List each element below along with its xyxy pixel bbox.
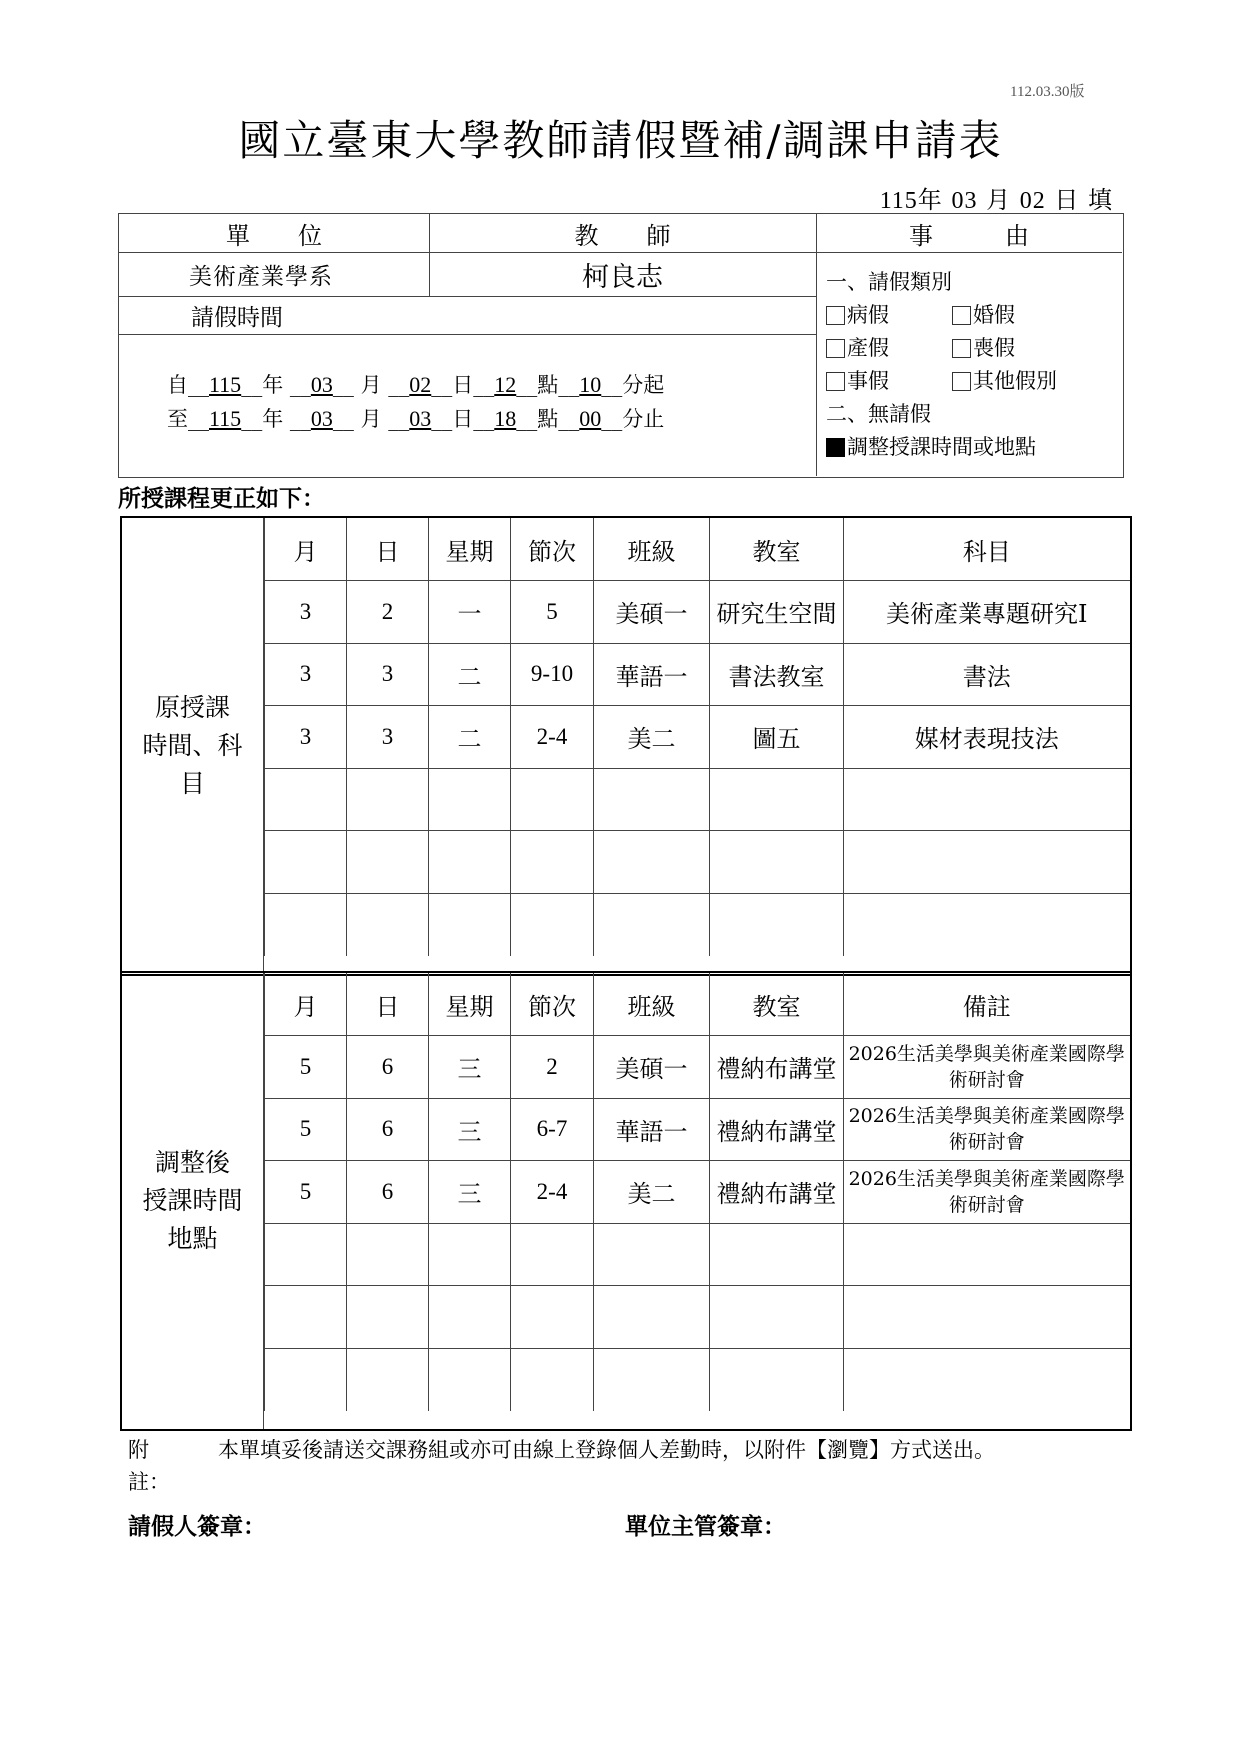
original-cell-last: 書法 [844, 643, 1130, 706]
original-cell-weekday [429, 831, 511, 894]
adjusted-cell-class: 美碩一 [594, 1036, 710, 1099]
applicant-signature-label: 請假人簽章： [128, 1514, 266, 1540]
fill-month: 03 [951, 188, 978, 214]
original-cell-month [265, 893, 347, 956]
fill-year-unit: 年 [917, 186, 943, 214]
adjusted-row [265, 1286, 1130, 1349]
adjusted-cell-period: 2-4 [511, 1161, 594, 1224]
original-cell-class [594, 768, 710, 831]
option-adjust[interactable]: 調整授課時間或地點 [826, 431, 1116, 464]
adjusted-cell-last [844, 1223, 1130, 1286]
fill-day-unit: 日 [1054, 186, 1080, 214]
adjusted-cell-weekday: 三 [429, 1036, 511, 1099]
adjusted-header-period: 節次 [511, 973, 594, 1036]
original-row [265, 768, 1130, 831]
adjusted-cell-last: 2026生活美學與美術產業國際學術研討會 [844, 1161, 1130, 1224]
original-cell-day: 3 [347, 706, 429, 769]
adjusted-cell-day: 6 [347, 1098, 429, 1161]
adjusted-cell-weekday [429, 1223, 511, 1286]
fill-day: 02 [1019, 188, 1046, 214]
original-cell-month: 3 [265, 643, 347, 706]
original-header-period: 節次 [511, 518, 594, 581]
original-header-last: 科目 [844, 518, 1130, 581]
adjusted-cell-month [265, 1223, 347, 1286]
original-cell-room: 書法教室 [710, 643, 844, 706]
fill-month-unit: 月 [986, 186, 1012, 214]
original-cell-period: 9-10 [511, 643, 594, 706]
adjusted-cell-period [511, 1348, 594, 1411]
checkbox-personal[interactable] [826, 372, 845, 391]
adjusted-cell-last: 2026生活美學與美術產業國際學術研討會 [844, 1036, 1130, 1099]
original-cell-room [710, 893, 844, 956]
adjusted-cell-last: 2026生活美學與美術產業國際學術研討會 [844, 1098, 1130, 1161]
checkbox-marriage[interactable] [952, 306, 971, 325]
form-version: 112.03.30版 [1010, 84, 1085, 100]
original-cell-day: 3 [347, 643, 429, 706]
courses-section-label: 所授課程更正如下： [118, 486, 325, 512]
original-cell-last [844, 831, 1130, 894]
adjusted-cell-class: 華語一 [594, 1098, 710, 1161]
original-cell-class: 美二 [594, 706, 710, 769]
supervisor-signature-label: 單位主管簽章： [625, 1514, 786, 1540]
adjusted-header-weekday: 星期 [429, 973, 511, 1036]
note-label: 附註： [128, 1438, 170, 1494]
option-personal[interactable]: 事假 [826, 365, 952, 398]
adjusted-cell-weekday [429, 1348, 511, 1411]
unit-header: 單 位 [226, 221, 322, 250]
original-cell-day: 2 [347, 581, 429, 644]
adjusted-header-row [265, 973, 1130, 1036]
adjusted-cell-room [710, 1348, 844, 1411]
original-cell-room [710, 831, 844, 894]
adjusted-cell-room: 禮納布講堂 [710, 1098, 844, 1161]
adjusted-cell-day: 6 [347, 1161, 429, 1224]
adjusted-header-room: 教室 [710, 973, 844, 1036]
adjusted-cell-weekday: 三 [429, 1098, 511, 1161]
adjusted-row [265, 1161, 1130, 1224]
adjusted-row [265, 1036, 1130, 1099]
teacher-value: 柯良志 [582, 261, 663, 293]
adjusted-cell-month: 5 [265, 1161, 347, 1224]
checkbox-sick[interactable] [826, 306, 845, 325]
original-cell-room: 圖五 [710, 706, 844, 769]
adjusted-cell-day: 6 [347, 1036, 429, 1099]
checkbox-other[interactable] [952, 372, 971, 391]
checkbox-adjust[interactable] [826, 438, 845, 457]
adjusted-header-class: 班級 [594, 973, 710, 1036]
note-text: 本單填妥後請送交課務組或亦可由線上登錄個人差勤時，以附件【瀏覽】方式送出。 [218, 1438, 995, 1462]
checkbox-maternity[interactable] [826, 339, 845, 358]
no-leave-heading: 二、無請假 [826, 402, 931, 426]
original-header-month: 月 [265, 518, 347, 581]
original-header-day: 日 [347, 518, 429, 581]
original-cell-room: 研究生空間 [710, 581, 844, 644]
original-row [265, 831, 1130, 894]
reason-header: 事 由 [909, 221, 1029, 250]
original-cell-weekday [429, 893, 511, 956]
adjusted-row [265, 1348, 1130, 1411]
adjusted-cell-room: 禮納布講堂 [710, 1161, 844, 1224]
original-cell-period [511, 768, 594, 831]
adjusted-cell-last [844, 1348, 1130, 1411]
original-row [265, 643, 1130, 706]
adjusted-cell-weekday: 三 [429, 1161, 511, 1224]
fill-date [880, 180, 1113, 215]
leave-info-table [118, 213, 1124, 478]
leave-type-heading: 一、請假類別 [826, 270, 952, 294]
original-course-table [120, 516, 1132, 976]
adjusted-cell-room: 禮納布講堂 [710, 1036, 844, 1099]
leave-to-line: 至__115__年 __03__ 月 __03__日__18__點__00__分止 [167, 406, 665, 431]
option-marriage[interactable]: 婚假 [952, 303, 1015, 327]
original-cell-weekday [429, 768, 511, 831]
adjusted-cell-day [347, 1348, 429, 1411]
original-row [265, 581, 1130, 644]
adjusted-cell-class: 美二 [594, 1161, 710, 1224]
teacher-header: 教 師 [574, 221, 671, 250]
adjusted-cell-month [265, 1348, 347, 1411]
original-cell-period [511, 831, 594, 894]
adjusted-cell-last [844, 1286, 1130, 1349]
adjusted-cell-period: 2 [511, 1036, 594, 1099]
original-header-row [265, 518, 1130, 581]
original-cell-day [347, 831, 429, 894]
adjusted-cell-weekday [429, 1286, 511, 1349]
original-cell-last: 媒材表現技法 [844, 706, 1130, 769]
unit-value: 美術產業學系 [189, 263, 333, 290]
adjusted-cell-period: 6-7 [511, 1098, 594, 1161]
reason-panel [826, 266, 1116, 464]
original-side-label: 原授課 時間、科 目 [122, 518, 264, 974]
adjusted-cell-class [594, 1223, 710, 1286]
original-header-weekday: 星期 [429, 518, 511, 581]
fill-year: 115 [879, 188, 918, 214]
leave-from-line: 自__115__年 __03__ 月 __02__日__12__點__10__分起 [167, 372, 665, 397]
adjusted-side-label: 調整後 授課時間 地點 [122, 973, 264, 1429]
form-title: 國立臺東大學教師請假暨補/調課申請表 [238, 116, 1003, 165]
adjusted-cell-room [710, 1223, 844, 1286]
original-row [265, 893, 1130, 956]
adjusted-cell-day [347, 1286, 429, 1349]
original-cell-month: 3 [265, 706, 347, 769]
adjusted-cell-day [347, 1223, 429, 1286]
original-cell-month [265, 831, 347, 894]
original-cell-period: 2-4 [511, 706, 594, 769]
original-cell-class: 美碩一 [594, 581, 710, 644]
fill-suffix: 填 [1088, 186, 1113, 214]
adjusted-cell-period [511, 1286, 594, 1349]
option-sick[interactable]: 病假 [826, 299, 952, 332]
adjusted-row [265, 1098, 1130, 1161]
original-cell-period [511, 893, 594, 956]
adjusted-course-table [120, 971, 1132, 1431]
adjusted-header-last: 備註 [844, 973, 1130, 1036]
original-cell-month [265, 768, 347, 831]
leave-range [167, 369, 807, 433]
original-cell-month: 3 [265, 581, 347, 644]
adjusted-cell-month: 5 [265, 1098, 347, 1161]
adjusted-cell-month [265, 1286, 347, 1349]
original-row [265, 706, 1130, 769]
adjusted-cell-month: 5 [265, 1036, 347, 1099]
original-header-class: 班級 [594, 518, 710, 581]
adjusted-row [265, 1223, 1130, 1286]
original-cell-period: 5 [511, 581, 594, 644]
adjusted-header-month: 月 [265, 973, 347, 1036]
original-cell-class [594, 831, 710, 894]
original-cell-class: 華語一 [594, 643, 710, 706]
original-cell-weekday: 一 [429, 581, 511, 644]
original-cell-room [710, 768, 844, 831]
leave-time-label: 請假時間 [191, 304, 283, 331]
adjusted-cell-period [511, 1223, 594, 1286]
original-cell-last: 美術產業專題研究Ⅰ [844, 581, 1130, 644]
adjusted-cell-class [594, 1348, 710, 1411]
original-cell-weekday: 二 [429, 643, 511, 706]
original-cell-day [347, 893, 429, 956]
option-bereavement[interactable]: 喪假 [952, 336, 1015, 360]
original-cell-last [844, 893, 1130, 956]
option-maternity[interactable]: 產假 [826, 332, 952, 365]
adjusted-cell-room [710, 1286, 844, 1349]
original-cell-class [594, 893, 710, 956]
adjusted-header-day: 日 [347, 973, 429, 1036]
adjusted-cell-class [594, 1286, 710, 1349]
option-other[interactable]: 其他假別 [952, 369, 1057, 393]
checkbox-bereavement[interactable] [952, 339, 971, 358]
original-cell-weekday: 二 [429, 706, 511, 769]
original-cell-day [347, 768, 429, 831]
original-header-room: 教室 [710, 518, 844, 581]
original-cell-last [844, 768, 1130, 831]
